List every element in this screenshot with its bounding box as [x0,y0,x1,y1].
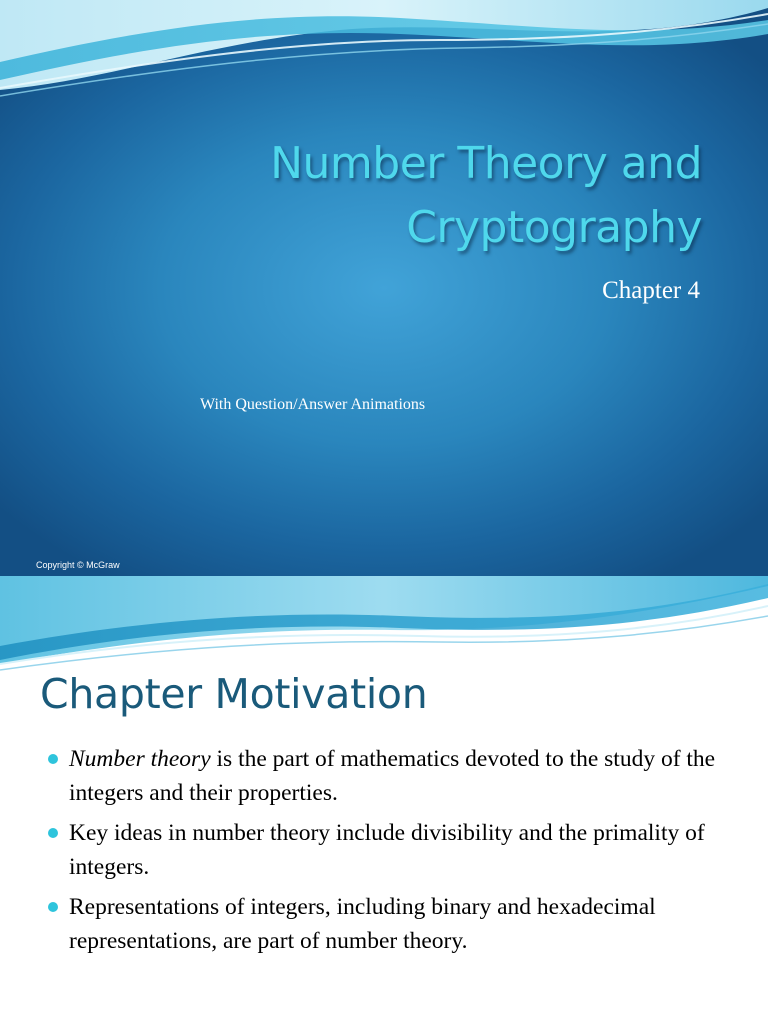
bullet-list [48,742,738,964]
bullet-item [48,890,738,958]
bullet-text: Key ideas in number theory include divisibility and the primality of integers. [69,820,705,880]
slide-title [82,132,702,260]
slide-note: With Question/Answer Animations [200,396,426,413]
bullet-text: is the part of mathematics devoted to the study of the integers and their properties. [69,746,716,806]
header-wave-decoration [0,0,768,110]
header-wave-decoration [0,576,768,671]
bullet-item [48,742,738,810]
slide-title: Chapter Motivation [40,670,428,718]
bullet-text: Representations of integers, including binary and hexadecimal representations, are part of number theory. [69,894,656,954]
slide-title-line2: Cryptography [406,202,702,253]
italic-term: Number theory [69,746,211,772]
bullet-dot-icon [48,902,58,912]
bullet-dot-icon [48,754,58,764]
slide-subtitle: Chapter 4 [602,277,700,304]
slide-title-line1: Number Theory and [270,138,702,189]
bullet-dot-icon [48,828,58,838]
content-slide [0,576,768,1024]
copyright-text: Copyright © McGraw [36,560,120,570]
bullet-item [48,816,738,884]
